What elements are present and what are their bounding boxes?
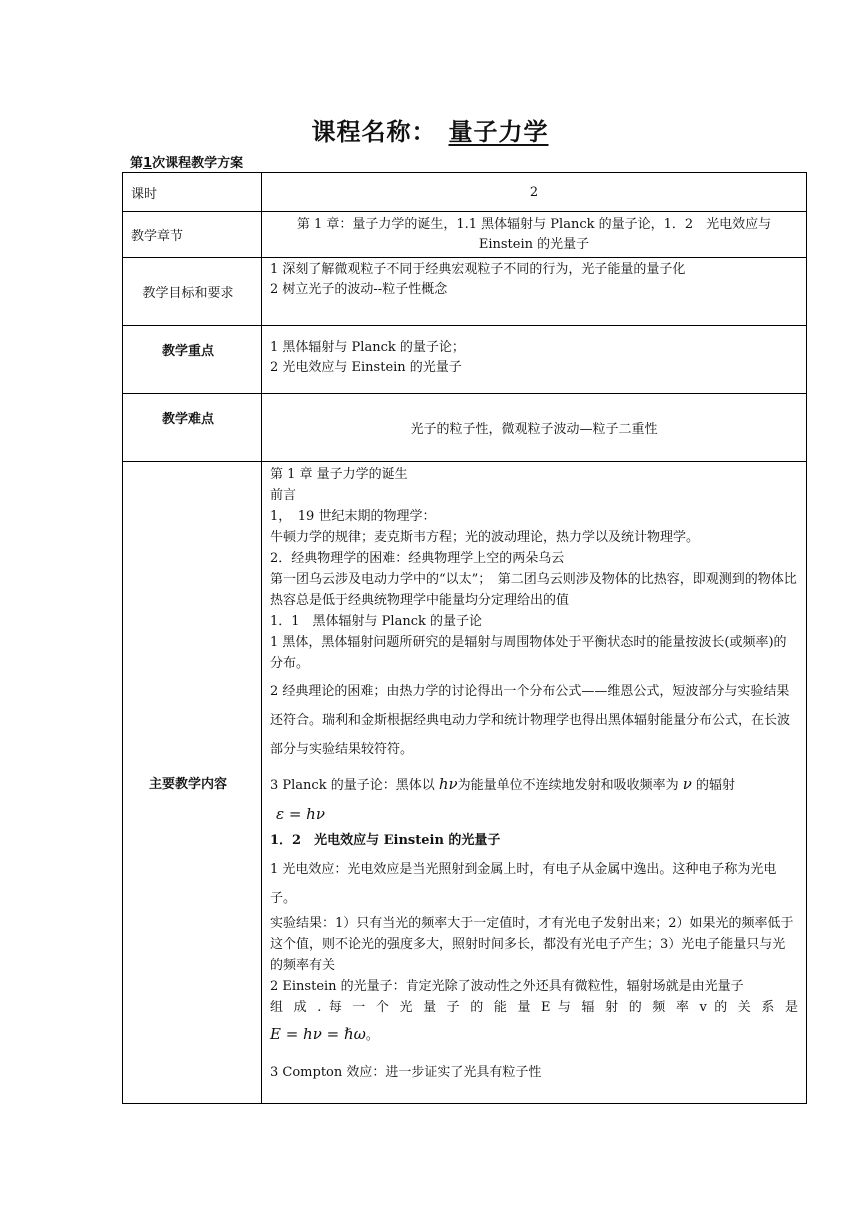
label-difficulties: 教学难点 <box>123 394 262 462</box>
content-line: 前言 <box>270 488 297 503</box>
planck-text-3: 的辐射 <box>691 778 736 793</box>
goal-line-1: 1 深刻了解微观粒子不同于经典宏观粒子不同的行为，光子能量的量子化 <box>270 262 686 277</box>
planck-text-2: 为能量单位不连续地发射和吸收频率为 <box>457 778 683 793</box>
formula-period: 。 <box>365 1028 379 1043</box>
value-goals <box>262 258 807 326</box>
value-difficulties: 光子的粒子性，微观粒子波动—粒子二重性 <box>262 394 807 462</box>
content-line: 3 Compton 效应：进一步证实了光具有粒子性 <box>270 1065 542 1080</box>
row-main-content <box>123 462 807 1104</box>
row-key-points <box>123 326 807 394</box>
row-chapter <box>123 212 807 258</box>
section-heading: 1．2 光电效应与 Einstein 的光量子 <box>270 833 501 848</box>
title-prefix: 课程名称： <box>311 118 437 146</box>
hv-formula: hν <box>438 775 458 793</box>
content-line: 2 经典理论的困难；由热力学的讨论得出一个分布公式——维恩公式，短波部分与实验结果还符合。瑞利和金斯根据经典电动力学和统计物理学也得出黑体辐射能量分布公式，在长波部分与实验结果较符符。 <box>270 684 791 757</box>
content-line: 第 1 章 量子力学的诞生 <box>270 467 408 482</box>
content-line: 2．经典物理学的困难：经典物理学上空的两朵乌云 <box>270 551 565 566</box>
plan-suffix: 次课程教学方案 <box>152 156 244 171</box>
content-line: 1 光电效应：光电效应是当光照射到金属上时，有电子从金属中逸出。这种电子称为光电子。 <box>270 862 777 906</box>
content-line: 牛顿力学的规律；麦克斯韦方程；光的波动理论，热力学以及统计物理学。 <box>270 530 700 545</box>
value-main-content <box>262 462 807 1104</box>
content-line: 第一团乌云涉及电动力学中的“以太”； 第二团乌云则涉及物体的比热容，即观测到的物体比热容总是低于经典统物理学中能量均分定理给出的值 <box>270 572 797 608</box>
course-name: 量子力学 <box>448 118 549 146</box>
nu-symbol: ν <box>682 775 692 793</box>
value-hours: 2 <box>262 173 807 212</box>
einstein-formula <box>270 1020 798 1050</box>
key-point-line-2: 2 光电效应与 Einstein 的光量子 <box>270 360 462 375</box>
key-point-line-1: 1 黑体辐射与 Planck 的量子论； <box>270 340 465 355</box>
value-chapter: 第 1 章：量子力学的诞生，1.1 黑体辐射与 Planck 的量子论，1．2 光电效应与 Einstein 的光量子 <box>262 212 807 258</box>
label-hours: 课时 <box>123 173 262 212</box>
row-hours <box>123 173 807 212</box>
photon-energy-equation: E = hν = ℏω <box>270 1025 366 1043</box>
planck-text-1: 3 Planck 的量子论：黑体以 <box>270 778 439 793</box>
label-goals: 教学目标和要求 <box>123 258 262 326</box>
content-line: 1， 19 世纪末期的物理学： <box>270 509 436 524</box>
value-key-points <box>262 326 807 394</box>
lesson-plan-table <box>122 172 807 1104</box>
row-goals <box>123 258 807 326</box>
content-line: 2 Einstein 的光量子：肯定光除了波动性之外还具有微粒性，辐射场就是由光量子 <box>270 979 744 994</box>
goal-line-2: 2 树立光子的波动--粒子性概念 <box>270 282 448 297</box>
label-chapter: 教学章节 <box>123 212 262 258</box>
content-line: 组 成 . 每 一 个 光 量 子 的 能 量 E 与 辐 射 的 频 率 v 的 关 系 是 <box>270 1000 798 1015</box>
epsilon-equation: ε = hν <box>276 805 325 823</box>
content-line: 实验结果：1）只有当光的频率大于一定值时，才有光电子发射出来；2）如果光的频率低于这个值，则不论光的强度多大，照射时间多长，都没有光电子产生；3）光电子能量只与光的频率有关 <box>270 916 794 973</box>
content-line: 1 黑体，黑体辐射问题所研究的是辐射与周围物体处于平衡状态时的能量按波长(或频率)的分布。 <box>270 635 787 671</box>
plan-prefix: 第 <box>130 156 144 171</box>
energy-formula <box>270 800 798 830</box>
document-title <box>0 112 860 147</box>
label-key-points: 教学重点 <box>123 326 262 394</box>
plan-number: 1 <box>143 156 153 171</box>
section-heading: 1．1 黑体辐射与 Planck 的量子论 <box>270 614 482 629</box>
planck-line <box>270 770 798 800</box>
row-difficulties <box>123 394 807 462</box>
label-main-content: 主要教学内容 <box>123 462 262 1104</box>
plan-label <box>130 152 243 171</box>
